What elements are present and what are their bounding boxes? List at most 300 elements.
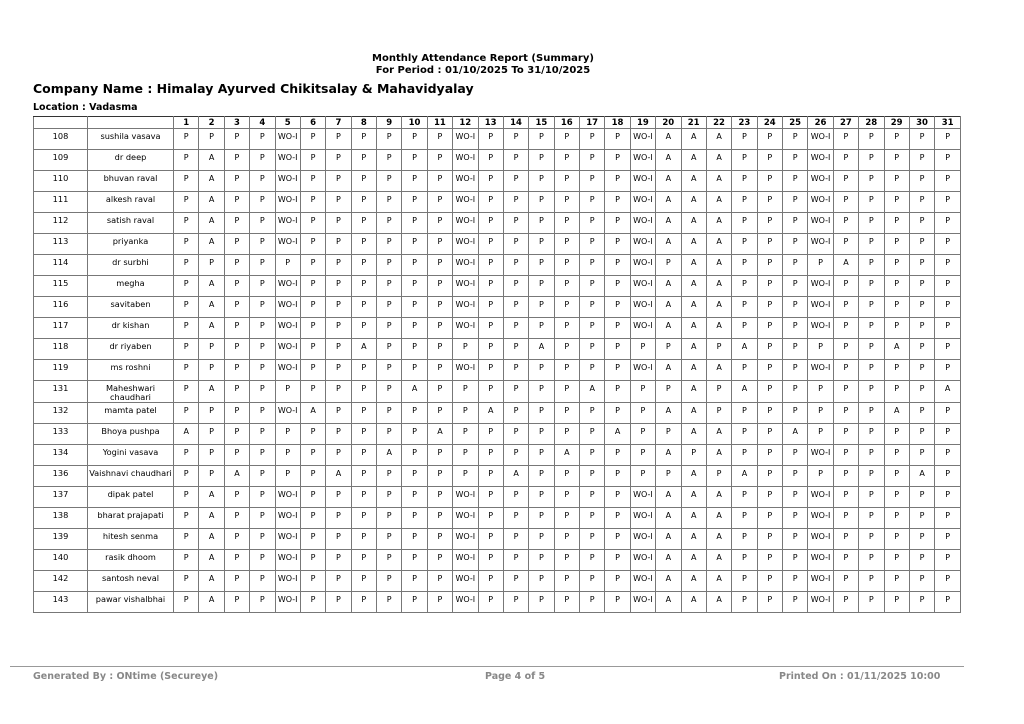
attendance-cell: P [402,297,427,318]
attendance-cell: P [224,129,249,150]
attendance-cell: P [909,487,934,508]
attendance-cell: P [732,297,757,318]
attendance-cell: P [605,529,630,550]
day-header: 25 [783,117,808,129]
table-row [34,234,961,255]
attendance-cell: P [503,381,528,403]
attendance-cell: P [224,297,249,318]
attendance-cell: A [706,129,731,150]
attendance-cell: A [706,255,731,276]
attendance-cell: P [503,192,528,213]
attendance-cell: A [681,487,706,508]
attendance-cell: P [300,424,325,445]
attendance-cell: P [630,466,655,487]
attendance-cell: P [859,508,884,529]
attendance-cell: P [580,550,605,571]
table-row [34,571,961,592]
attendance-cell: P [783,466,808,487]
attendance-cell: P [199,403,224,424]
attendance-cell: P [757,445,782,466]
attendance-cell: P [630,445,655,466]
employee-code: 113 [34,234,88,255]
attendance-cell: A [706,529,731,550]
attendance-cell: P [478,318,503,339]
attendance-cell: A [199,508,224,529]
attendance-cell: WO-I [275,171,300,192]
attendance-cell: P [174,508,199,529]
attendance-cell: P [326,529,351,550]
attendance-cell: P [478,445,503,466]
attendance-cell: P [783,381,808,403]
attendance-cell: P [300,571,325,592]
attendance-cell: WO-I [808,129,833,150]
attendance-cell: WO-I [453,150,478,171]
attendance-cell: P [224,445,249,466]
attendance-cell: P [224,550,249,571]
employee-name: dr kishan [88,318,174,339]
attendance-cell: P [503,571,528,592]
attendance-cell: P [833,424,858,445]
attendance-cell: P [783,129,808,150]
attendance-cell: WO-I [630,487,655,508]
attendance-cell: P [757,381,782,403]
attendance-cell: WO-I [453,508,478,529]
attendance-cell: P [174,171,199,192]
day-header: 10 [402,117,427,129]
attendance-cell: P [300,466,325,487]
attendance-cell: P [199,360,224,381]
attendance-cell: P [351,255,376,276]
attendance-cell: P [757,487,782,508]
attendance-cell: P [503,129,528,150]
attendance-cell: P [199,445,224,466]
attendance-cell: A [706,318,731,339]
attendance-cell: P [605,318,630,339]
attendance-cell: P [909,255,934,276]
attendance-cell: A [706,487,731,508]
attendance-cell: P [580,592,605,613]
attendance-cell: P [732,318,757,339]
attendance-cell: P [453,466,478,487]
attendance-cell: P [580,487,605,508]
attendance-cell: P [706,466,731,487]
attendance-cell: P [580,129,605,150]
attendance-cell: P [909,592,934,613]
attendance-cell: P [529,445,554,466]
attendance-cell: A [706,276,731,297]
attendance-cell: WO-I [808,550,833,571]
attendance-cell: WO-I [275,276,300,297]
attendance-cell: P [250,213,275,234]
attendance-cell: P [427,403,452,424]
attendance-cell: P [884,129,909,150]
attendance-cell: P [909,192,934,213]
attendance-cell: P [377,339,402,360]
day-header: 4 [250,117,275,129]
employee-code: 142 [34,571,88,592]
attendance-cell: P [529,487,554,508]
attendance-cell: P [250,339,275,360]
table-row [34,550,961,571]
attendance-cell: P [377,466,402,487]
attendance-cell: P [554,213,579,234]
attendance-cell: P [427,234,452,255]
attendance-cell: P [427,297,452,318]
day-header: 14 [503,117,528,129]
attendance-cell: P [224,487,249,508]
attendance-cell: P [783,339,808,360]
attendance-cell: P [580,213,605,234]
attendance-cell: P [224,276,249,297]
attendance-cell: P [935,129,961,150]
attendance-cell: P [833,276,858,297]
attendance-cell: WO-I [453,234,478,255]
attendance-cell: P [351,403,376,424]
attendance-cell: WO-I [630,276,655,297]
attendance-cell: P [833,381,858,403]
attendance-cell: P [884,318,909,339]
attendance-cell: A [656,445,681,466]
attendance-cell: P [935,508,961,529]
attendance-cell: P [884,255,909,276]
attendance-cell: P [351,381,376,403]
attendance-cell: WO-I [275,571,300,592]
attendance-cell: P [859,339,884,360]
table-header-row [34,117,961,129]
employee-code: 132 [34,403,88,424]
attendance-cell: A [656,150,681,171]
employee-code: 116 [34,297,88,318]
attendance-cell: A [681,403,706,424]
attendance-cell: A [681,339,706,360]
attendance-cell: P [377,297,402,318]
attendance-cell: P [326,276,351,297]
attendance-cell: P [732,508,757,529]
employee-name: satish raval [88,213,174,234]
attendance-cell: WO-I [275,487,300,508]
day-header: 15 [529,117,554,129]
attendance-cell: P [478,592,503,613]
employee-code: 140 [34,550,88,571]
attendance-cell: A [833,255,858,276]
attendance-cell: P [605,445,630,466]
attendance-cell: P [351,424,376,445]
day-header: 27 [833,117,858,129]
attendance-cell: A [706,234,731,255]
attendance-cell: P [935,445,961,466]
attendance-cell: P [503,424,528,445]
attendance-cell: P [884,550,909,571]
day-header: 30 [909,117,934,129]
attendance-cell: P [757,276,782,297]
attendance-cell: WO-I [808,213,833,234]
attendance-cell: P [554,297,579,318]
attendance-cell: WO-I [453,255,478,276]
attendance-cell: P [529,571,554,592]
attendance-cell: P [605,297,630,318]
attendance-cell: A [706,150,731,171]
attendance-cell: A [681,381,706,403]
attendance-cell: P [250,487,275,508]
attendance-cell: WO-I [808,318,833,339]
attendance-cell: P [300,234,325,255]
attendance-cell: P [402,466,427,487]
employee-name: bhuvan raval [88,171,174,192]
attendance-cell: WO-I [808,150,833,171]
attendance-cell: A [402,381,427,403]
attendance-cell: P [300,276,325,297]
attendance-cell: P [554,592,579,613]
attendance-cell: A [681,360,706,381]
attendance-cell: P [859,445,884,466]
attendance-cell: P [554,403,579,424]
attendance-cell: P [554,466,579,487]
attendance-cell: P [529,381,554,403]
attendance-cell: P [529,403,554,424]
attendance-cell: P [174,571,199,592]
attendance-cell: A [199,318,224,339]
attendance-cell: A [681,297,706,318]
attendance-cell: P [529,129,554,150]
attendance-cell: P [732,171,757,192]
attendance-cell: P [351,529,376,550]
attendance-cell: P [351,445,376,466]
attendance-cell: WO-I [630,550,655,571]
attendance-cell: P [326,318,351,339]
attendance-cell: P [250,571,275,592]
attendance-cell: P [783,171,808,192]
attendance-cell: P [884,487,909,508]
attendance-cell: A [706,424,731,445]
attendance-cell: P [909,403,934,424]
table-row [34,424,961,445]
attendance-cell: P [351,571,376,592]
attendance-cell: P [808,255,833,276]
attendance-cell: P [935,339,961,360]
attendance-cell: P [580,150,605,171]
attendance-cell: A [681,424,706,445]
day-header: 29 [884,117,909,129]
attendance-cell: P [250,318,275,339]
attendance-cell: P [909,234,934,255]
attendance-cell: P [250,466,275,487]
attendance-cell: P [529,255,554,276]
attendance-cell: P [808,339,833,360]
attendance-cell: A [529,339,554,360]
attendance-cell: P [326,339,351,360]
employee-code: 115 [34,276,88,297]
attendance-cell: P [326,192,351,213]
attendance-cell: P [783,529,808,550]
attendance-cell: P [833,213,858,234]
attendance-cell: A [706,297,731,318]
attendance-cell: P [630,424,655,445]
attendance-cell: P [732,550,757,571]
attendance-cell: A [656,360,681,381]
attendance-cell: P [935,318,961,339]
table-row [34,487,961,508]
attendance-cell: P [605,339,630,360]
attendance-cell: A [656,171,681,192]
attendance-cell: WO-I [275,592,300,613]
attendance-cell: P [884,213,909,234]
attendance-cell: WO-I [275,192,300,213]
attendance-cell: A [224,466,249,487]
attendance-cell: P [909,529,934,550]
attendance-cell: WO-I [453,550,478,571]
attendance-cell: P [554,550,579,571]
attendance-cell: P [351,192,376,213]
day-header: 18 [605,117,630,129]
attendance-cell: P [732,403,757,424]
attendance-cell: P [605,403,630,424]
attendance-cell: A [656,276,681,297]
attendance-cell: P [224,381,249,403]
attendance-cell: A [681,213,706,234]
attendance-cell: P [427,508,452,529]
attendance-cell: A [656,192,681,213]
printed-on: Printed On : 01/11/2025 10:00 [779,671,941,682]
attendance-cell: P [427,550,452,571]
attendance-cell: P [300,508,325,529]
attendance-cell: P [935,529,961,550]
attendance-table [33,116,961,613]
attendance-cell: P [427,339,452,360]
attendance-cell: P [174,487,199,508]
attendance-cell: P [351,150,376,171]
attendance-cell: P [377,508,402,529]
attendance-cell: P [326,487,351,508]
attendance-cell: A [935,381,961,403]
attendance-cell: P [884,360,909,381]
attendance-cell: P [757,508,782,529]
attendance-cell: P [377,150,402,171]
attendance-cell: P [326,255,351,276]
attendance-cell: A [656,129,681,150]
attendance-cell: P [503,592,528,613]
attendance-cell: P [224,150,249,171]
attendance-cell: P [351,508,376,529]
employee-name: megha [88,276,174,297]
attendance-cell: P [326,234,351,255]
attendance-cell: P [453,445,478,466]
employee-name: alkesh raval [88,192,174,213]
attendance-cell: P [935,234,961,255]
attendance-cell: P [554,192,579,213]
attendance-cell: WO-I [275,339,300,360]
attendance-cell: P [503,276,528,297]
employee-code: 119 [34,360,88,381]
attendance-cell: A [732,466,757,487]
attendance-cell: P [884,466,909,487]
attendance-cell: P [656,255,681,276]
attendance-cell: WO-I [453,192,478,213]
attendance-cell: P [503,171,528,192]
attendance-cell: A [554,445,579,466]
attendance-cell: P [783,276,808,297]
day-header: 17 [580,117,605,129]
attendance-cell: P [478,192,503,213]
attendance-cell: P [300,360,325,381]
attendance-cell: P [757,318,782,339]
attendance-cell: P [909,171,934,192]
attendance-cell: P [250,381,275,403]
attendance-cell: P [224,234,249,255]
attendance-cell: WO-I [275,129,300,150]
attendance-cell: P [757,339,782,360]
employee-code: 108 [34,129,88,150]
attendance-cell: P [732,192,757,213]
attendance-cell: P [554,150,579,171]
day-header: 1 [174,117,199,129]
attendance-cell: P [427,192,452,213]
attendance-cell: WO-I [808,592,833,613]
attendance-cell: WO-I [275,234,300,255]
attendance-cell: WO-I [630,529,655,550]
attendance-cell: A [681,129,706,150]
attendance-cell: P [300,129,325,150]
employee-name: Bhoya pushpa [88,424,174,445]
attendance-cell: P [326,297,351,318]
attendance-cell: P [833,171,858,192]
attendance-cell: P [935,213,961,234]
attendance-cell: P [833,529,858,550]
attendance-cell: P [326,171,351,192]
attendance-cell: WO-I [630,171,655,192]
attendance-cell: A [681,192,706,213]
attendance-cell: A [681,571,706,592]
attendance-cell: P [757,129,782,150]
day-header: 16 [554,117,579,129]
attendance-cell: P [757,213,782,234]
attendance-cell: P [427,592,452,613]
attendance-cell: P [478,213,503,234]
attendance-cell: P [427,276,452,297]
attendance-cell: P [351,318,376,339]
attendance-cell: P [859,297,884,318]
attendance-cell: P [757,297,782,318]
attendance-cell: P [351,297,376,318]
attendance-cell: P [402,508,427,529]
attendance-cell: A [377,445,402,466]
table-row [34,529,961,550]
attendance-cell: WO-I [453,571,478,592]
attendance-cell: P [224,318,249,339]
attendance-cell: P [326,129,351,150]
attendance-cell: P [503,234,528,255]
attendance-cell: A [681,255,706,276]
attendance-cell: P [783,318,808,339]
attendance-cell: WO-I [453,592,478,613]
attendance-cell: A [199,592,224,613]
attendance-cell: P [402,192,427,213]
attendance-cell: P [224,339,249,360]
attendance-cell: A [656,318,681,339]
attendance-cell: P [859,213,884,234]
attendance-cell: P [605,234,630,255]
attendance-cell: P [478,550,503,571]
day-header: 21 [681,117,706,129]
report-header [0,53,966,77]
attendance-cell: P [859,550,884,571]
table-row [34,508,961,529]
attendance-cell: P [732,129,757,150]
attendance-cell: A [199,213,224,234]
attendance-cell: A [681,508,706,529]
attendance-cell: P [503,339,528,360]
attendance-cell: P [402,550,427,571]
attendance-cell: P [402,571,427,592]
